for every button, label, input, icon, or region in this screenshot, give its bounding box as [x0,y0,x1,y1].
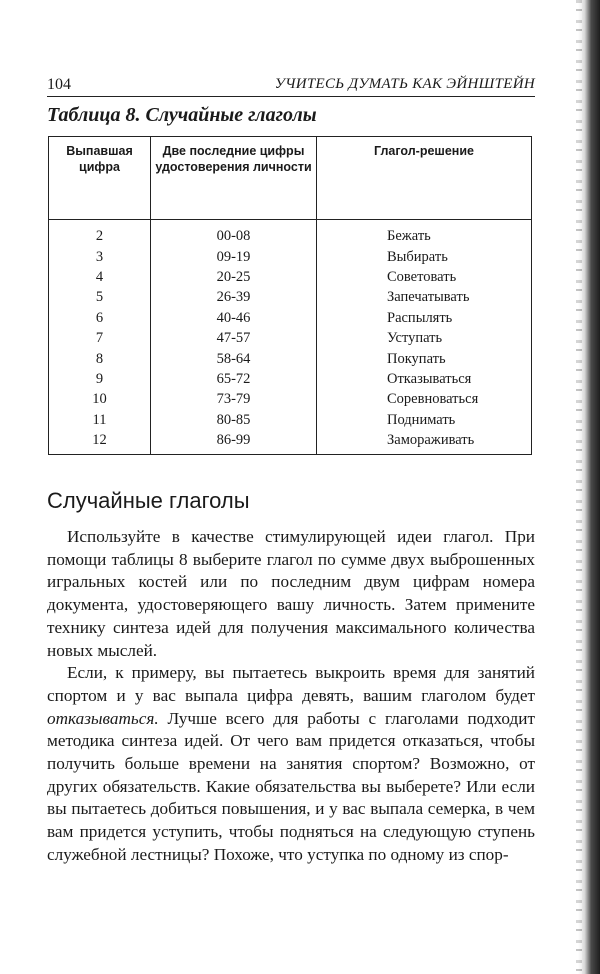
cell-verb: Уступать [387,330,443,347]
column-header-digit: Выпавшая цифра [49,137,151,220]
table-row [49,308,532,328]
body-text [47,526,535,867]
running-title: УЧИТЕСЬ ДУМАТЬ КАК ЭЙНШТЕЙН [274,76,535,92]
cell-range: 73-79 [151,389,317,409]
scan-edge-noise [576,0,582,974]
cell-verb: Запечатывать [387,289,470,306]
table-caption: Таблица 8. Случайные глаголы [47,104,317,126]
cell-digit: 6 [49,308,151,328]
paragraph-2 [47,662,535,866]
table-row [49,328,532,348]
cell-digit: 8 [49,348,151,368]
cell-digit: 5 [49,287,151,307]
cell-verb: Соревноваться [387,391,479,408]
cell-range: 40-46 [151,308,317,328]
cell-range: 58-64 [151,348,317,368]
emphasized-verb: отказываться. [47,708,159,728]
cell-digit: 2 [49,220,151,247]
cell-verb: Бежать [387,228,431,245]
column-header-id-digits: Две последние цифры удостоверения личности [151,137,317,220]
cell-verb: Отказываться [387,370,472,387]
cell-range: 86-99 [151,430,317,455]
table-row [49,389,532,409]
cell-digit: 12 [49,430,151,455]
cell-range: 09-19 [151,246,317,266]
table-header-row [49,137,532,220]
cell-range: 26-39 [151,287,317,307]
cell-range: 47-57 [151,328,317,348]
cell-verb: Выбирать [387,248,448,265]
cell-digit: 4 [49,267,151,287]
cell-range: 80-85 [151,410,317,430]
cell-verb: Покупать [387,350,446,367]
table-row [49,410,532,430]
table-row [49,369,532,389]
page-header [47,76,535,97]
table-row [49,430,532,455]
paragraph-1: Используйте в качестве стимулирующей идеи глагол. При помощи таблицы 8 выберите глагол по сумме двух выброшенных игральных костей или по последним двум цифрам номера документа, удостоверяющего вашу личность. Затем примените технику синтеза идей для получения максимального количества новых мыслей. [47,527,535,660]
cell-range: 20-25 [151,267,317,287]
table-row [49,267,532,287]
table-row [49,348,532,368]
paragraph-2-rest: Лучше всего для работы с глаголами подходит методика синтеза идей. От чего вам придется отказаться, чтобы получить больше времени на занятия спортом? Возможно, от других обязательств. Какие обязательства вы выберете? Или если вы пытаетесь добиться повышения, и у вас выпала семерка, в чем вам придется уступить, чтобы подняться на следующую ступень служебной лестницы? Похоже, что уступка по одному из спор- [47,708,535,864]
cell-verb: Замораживать [387,432,475,449]
cell-digit: 7 [49,328,151,348]
section-title: Случайные глаголы [47,488,250,513]
table-row [49,220,532,247]
paragraph-2-start: Если, к примеру, вы пытаетесь выкроить время для занятий спортом и у вас выпала цифра девять, вашим глаголом будет [47,663,535,705]
table-row [49,246,532,266]
column-header-verb: Глагол-решение [317,137,532,220]
cell-digit: 11 [49,410,151,430]
cell-verb: Советовать [387,268,457,285]
cell-digit: 10 [49,389,151,409]
cell-verb: Поднимать [387,411,456,428]
cell-digit: 9 [49,369,151,389]
table-row [49,287,532,307]
cell-digit: 3 [49,246,151,266]
cell-range: 65-72 [151,369,317,389]
cell-verb: Распылять [387,309,453,326]
cell-range: 00-08 [151,220,317,247]
page-number: 104 [47,76,71,93]
random-verbs-table [48,136,532,455]
